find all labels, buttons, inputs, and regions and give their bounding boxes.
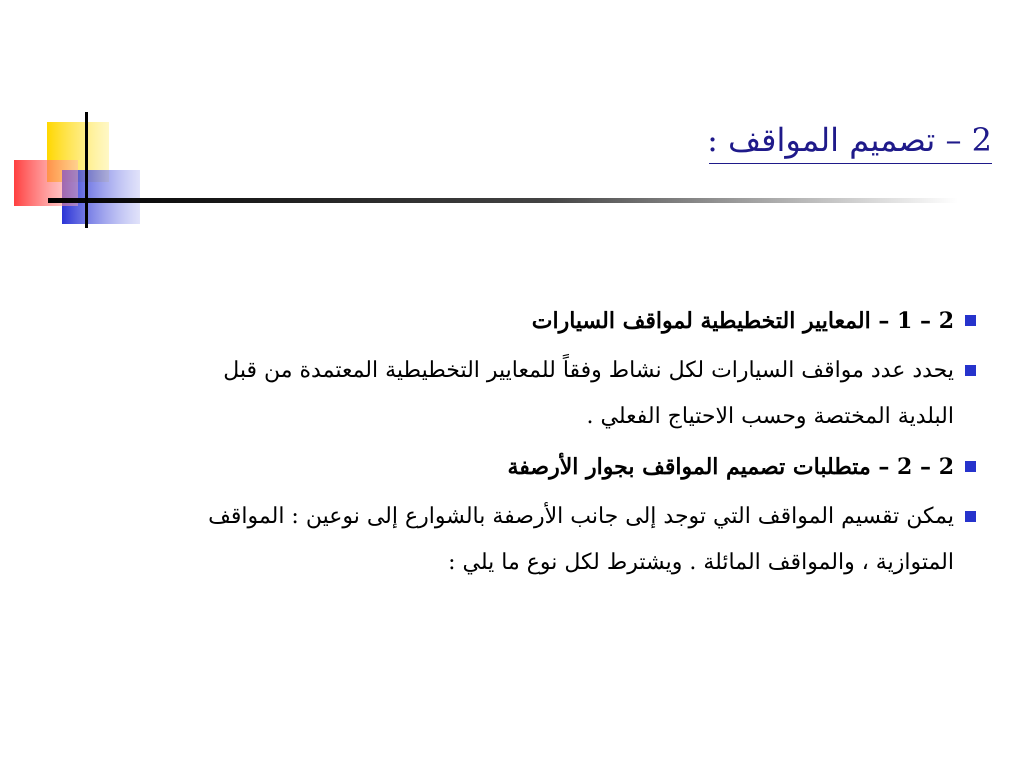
- vertical-rule: [85, 112, 88, 228]
- horizontal-rule: [48, 198, 958, 203]
- bullet-list: [170, 298, 976, 590]
- bullet-item-heading-2: 2 – 2 – متطلبات تصميم المواقف بجوار الأرصفة: [170, 444, 976, 490]
- bullet-item-paragraph-1: يحدد عدد مواقف السيارات لكل نشاط وفقاً للمعايير التخطيطية المعتمدة من قبل البلدية المختصة وحسب الاحتياج الفعلي .: [170, 348, 976, 440]
- bullet-item-paragraph-2: يمكن تقسيم المواقف التي توجد إلى جانب الأرصفة بالشوارع إلى نوعين : المواقف المتوازية ، والمواقف المائلة . ويشترط لكل نوع ما يلي :: [170, 494, 976, 586]
- title-underline: [709, 163, 992, 164]
- bullet-item-heading-1: 2 – 1 – المعايير التخطيطية لمواقف السيارات: [170, 298, 976, 344]
- slide-title: 2 – تصميم المواقف :: [707, 121, 992, 159]
